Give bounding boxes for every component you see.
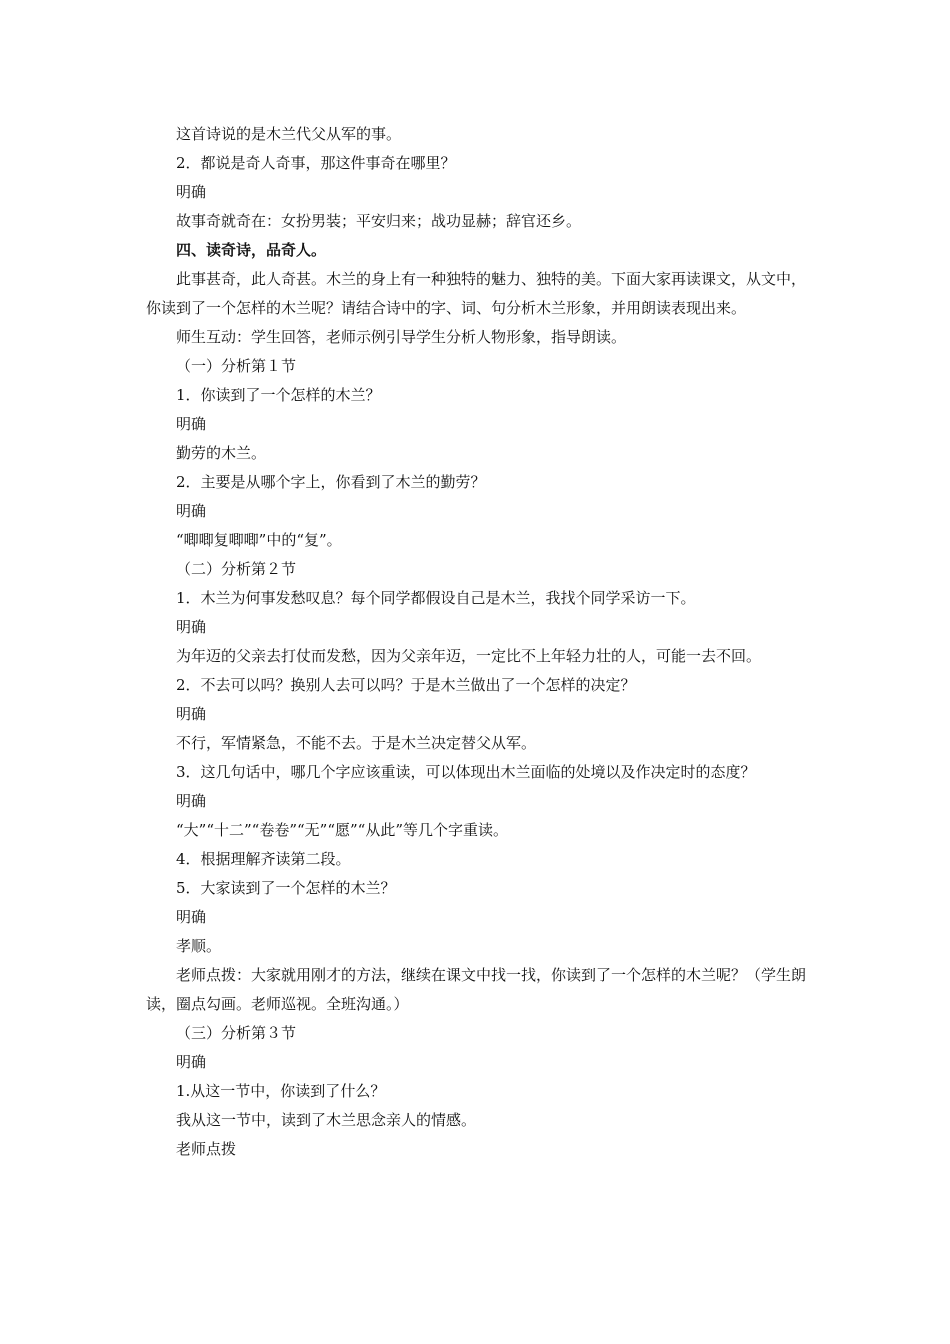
section-heading: 四、读奇诗，品奇人。: [176, 241, 327, 259]
answer-label: 明确: [176, 792, 207, 810]
answer-text: “大”“十二”“卷卷”“无”“愿”“从此”等几个字重读。: [176, 821, 509, 839]
question-item: 1.从这一节中，你读到了什么？: [176, 1082, 386, 1100]
answer-text: 孝顺。: [176, 937, 222, 955]
subsection-heading: （一）分析第１节: [176, 357, 297, 375]
answer-text: 勤劳的木兰。: [176, 444, 267, 462]
answer-text: 不行，军情紧急，不能不去。于是木兰决定替父从军。: [176, 734, 537, 752]
answer-label: 明确: [176, 502, 207, 520]
answer-label: 明确: [176, 705, 207, 723]
question-item: 1．你读到了一个怎样的木兰？: [176, 386, 381, 404]
answer-label: 明确: [176, 618, 207, 636]
question-item: 4．根据理解齐读第二段。: [176, 850, 351, 868]
answer-label: 明确: [176, 415, 207, 433]
question-item: 2．主要是从哪个字上，你看到了木兰的勤劳？: [176, 473, 486, 491]
answer-label: 明确: [176, 1053, 207, 1071]
question-item: 5．大家读到了一个怎样的木兰？: [176, 879, 396, 897]
teacher-note: 老师点拨: [176, 1140, 237, 1158]
paragraph: 此事甚奇，此人奇甚。木兰的身上有一种独特的魅力、独特的美。下面大家再读课文，从文中，你读到了一个怎样的木兰呢？请结合诗中的字、词、句分析木兰形象，并用朗读表现出来。: [146, 270, 807, 317]
question-item: 2．都说是奇人奇事，那这件事奇在哪里？: [176, 154, 456, 172]
answer-text: 我从这一节中，读到了木兰思念亲人的情感。: [176, 1111, 477, 1129]
document-body: [146, 120, 806, 1164]
answer-text: 故事奇就奇在：女扮男装；平安归来；战功显赫；辞官还乡。: [176, 212, 582, 230]
answer-text: 为年迈的父亲去打仗而发愁，因为父亲年迈，一定比不上年轻力壮的人，可能一去不回。: [176, 647, 762, 665]
answer-label: 明确: [176, 183, 207, 201]
question-item: 1．木兰为何事发愁叹息？每个同学都假设自己是木兰，我找个同学采访一下。: [176, 589, 696, 607]
paragraph: 师生互动：学生回答，老师示例引导学生分析人物形象，指导朗读。: [176, 328, 627, 346]
answer-text: “唧唧复唧唧”中的“复”。: [176, 531, 342, 549]
question-item: 2．不去可以吗？换别人去可以吗？于是木兰做出了一个怎样的决定？: [176, 676, 636, 694]
paragraph: 这首诗说的是木兰代父从军的事。: [176, 125, 402, 143]
teacher-note: 老师点拨：大家就用刚才的方法，继续在课文中找一找，你读到了一个怎样的木兰呢？（学生朗读，圈点勾画。老师巡视。全班沟通。）: [146, 966, 807, 1013]
question-item: 3．这几句话中，哪几个字应该重读，可以体现出木兰面临的处境以及作决定时的态度？: [176, 763, 756, 781]
subsection-heading: （三）分析第３节: [176, 1024, 297, 1042]
answer-label: 明确: [176, 908, 207, 926]
subsection-heading: （二）分析第２节: [176, 560, 297, 578]
